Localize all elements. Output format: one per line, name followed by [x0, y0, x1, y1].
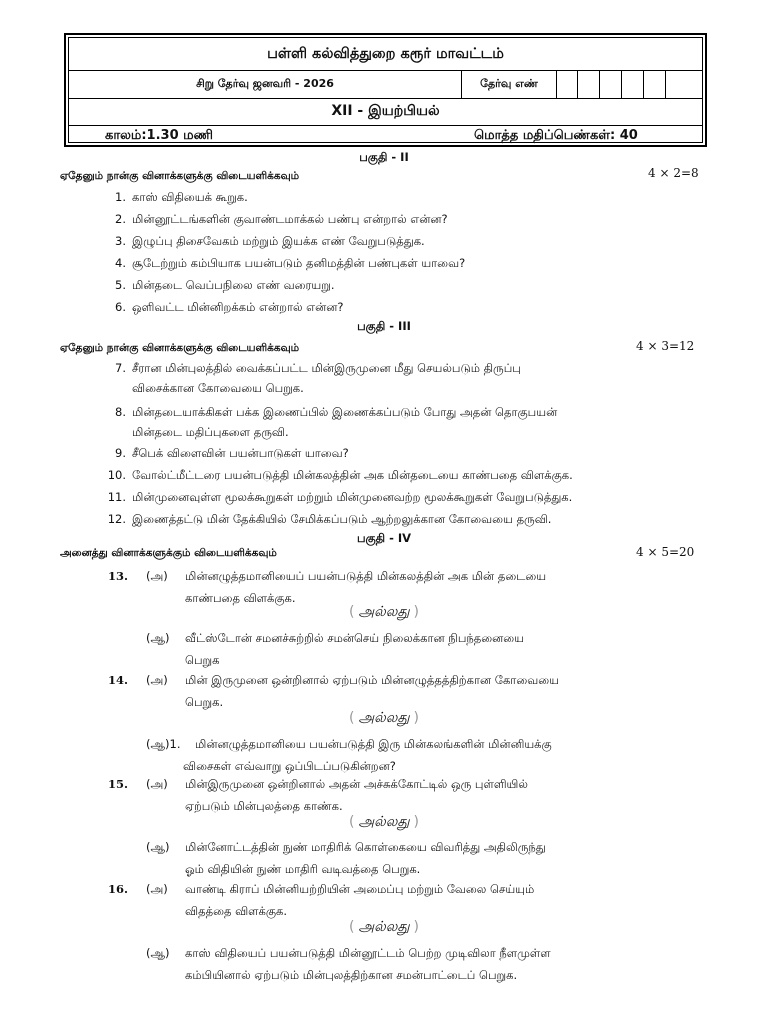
question-text-continued: காண்பதை விளக்குக.: [185, 591, 296, 605]
section-title: பகுதி - II: [359, 150, 409, 164]
question-text-continued: கம்பியினால் ஏற்படும் மின்புலத்திற்கான சமன்பாட்டைப் பெறுக.: [185, 968, 518, 982]
question-text: காஸ் விதியைப் பயன்படுத்தி மின்னூட்டம் பெற்ற முடிவிலா நீளமுள்ள: [185, 946, 551, 960]
section-marks: 4 × 3=12: [636, 339, 695, 353]
question-text: இணைத்தட்டு மின் தேக்கியில் சேமிக்கப்படும் ஆற்றலுக்கான கோவையை தருவி.: [132, 512, 552, 526]
question-text: ஒளிவட்ட மின்னிறக்கம் என்றால் என்ன?: [132, 300, 344, 314]
or-separator: ( அல்லது ): [349, 710, 419, 726]
register-digit-box: [556, 70, 578, 98]
question-number: 4.: [115, 256, 126, 270]
register-number-label: தேர்வு எண்: [462, 70, 557, 98]
sub-question-label: (ஆ)1.: [146, 737, 181, 751]
question-text: சூடேற்றும் கம்பியாக பயன்படும் தனிமத்தின் பண்புகள் யாவை?: [132, 256, 466, 270]
question-number: 1.: [115, 190, 126, 204]
question-text: மின்னோட்டத்தின் நுண் மாதிரிக் கொள்கையை விவரித்து அதிலிருந்து: [185, 840, 546, 854]
question-number: 10.: [107, 468, 126, 482]
question-text-continued: மின்தடை மதிப்புகளை தருவி.: [132, 425, 289, 439]
question-number: 14.: [108, 673, 129, 687]
sub-question-label: (அ): [146, 569, 168, 583]
question-number: 11.: [107, 490, 126, 504]
register-digit-box: [644, 70, 666, 98]
question-number: 12.: [107, 512, 126, 526]
question-text: இழுப்பு திசைவேகம் மற்றும் இயக்க எண் வேறுபடுத்துக.: [132, 234, 425, 248]
subject-title: XII - இயற்பியல்: [69, 98, 702, 126]
question-number: 13.: [108, 569, 129, 583]
question-text-continued: விசைகள் எவ்வாறு ஒப்பிடப்படுகின்றன?: [183, 759, 396, 773]
or-label: அல்லது: [358, 604, 410, 620]
question-text: மின்னழுத்தமானியைப் பயன்படுத்தி மின்கலத்தின் அக மின் தடையை: [185, 569, 547, 583]
question-text: மின்தடை வெப்பநிலை எண் வரையறு.: [132, 278, 335, 292]
question-text: வீட்ஸ்டோன் சமனச்சுற்றில் சமன்செய் நிலைக்கான நிபந்தனையை: [185, 631, 525, 645]
section-marks: 4 × 2=8: [648, 166, 699, 180]
question-text: மின்னழுத்தமானியை பயன்படுத்தி இரு மின்கலங்களின் மின்னியக்கு: [195, 737, 552, 751]
register-digit-box: [622, 70, 644, 98]
or-label: அல்லது: [358, 710, 410, 726]
register-digit-box: [666, 70, 687, 98]
question-text: காஸ் விதியைக் கூறுக.: [132, 190, 248, 204]
or-separator: ( அல்லது ): [349, 919, 419, 935]
exam-row: [69, 70, 702, 99]
or-label: அல்லது: [358, 919, 410, 935]
sub-question-label: (ஆ): [146, 631, 170, 645]
question-text-continued: பெறுக.: [185, 695, 224, 709]
header-box: [64, 33, 707, 147]
section-instruction: ஏதேனும் நான்கு வினாக்களுக்கு விடையளிக்கவும்: [60, 170, 300, 182]
section-instruction: ஏதேனும் நான்கு வினாக்களுக்கு விடையளிக்கவும்: [60, 342, 300, 354]
sub-question-label: (அ): [146, 673, 168, 687]
question-text: வோல்ட்மீட்டரை பயன்படுத்தி மின்கலத்தின் அக மின்தடையை காண்பதை விளக்குக.: [132, 468, 573, 482]
section-marks: 4 × 5=20: [636, 545, 695, 559]
question-number: 5.: [115, 278, 126, 292]
register-digit-box: [578, 70, 600, 98]
question-text: வாண்டி கிராப் மின்னியற்றியின் அமைப்பு மற்றும் வேலை செய்யும்: [185, 882, 535, 896]
question-number: 16.: [108, 882, 129, 896]
section-instruction: அனைத்து வினாக்களுக்கும் விடையளிக்கவும்: [60, 547, 277, 559]
question-text-continued: ஏற்படும் மின்புலத்தை காண்க.: [185, 799, 343, 813]
section-title: பகுதி - III: [357, 319, 411, 333]
question-number: 9.: [115, 446, 126, 460]
question-text: மின்இருமுனை ஒன்றினால் அதன் அச்சுக்கோட்டில் ஒரு புள்ளியில்: [185, 777, 528, 791]
question-text: மின்னூட்டங்களின் குவாண்டமாக்கல் பண்பு என்றால் என்ன?: [132, 212, 448, 226]
school-title: பள்ளி கல்வித்துறை கரூர் மாவட்டம்: [69, 38, 702, 71]
or-separator: ( அல்லது ): [349, 604, 419, 620]
question-text-continued: பெறுக: [185, 653, 220, 667]
sub-question-label: (அ): [146, 882, 168, 896]
total-marks: மொத்த மதிப்பெண்கள்: 40: [474, 128, 638, 143]
question-text: மின்தடையாக்கிகள் பக்க இணைப்பில் இணைக்கப்படும் போது அதன் தொகுபயன்: [132, 405, 558, 419]
time-label: காலம்:1.30 மணி: [105, 128, 213, 143]
question-number: 8.: [115, 405, 126, 419]
question-text: சீரான மின்புலத்தில் வைக்கப்பட்ட மின்இருமுனை மீது செயல்படும் திருப்பு: [132, 361, 521, 375]
section-title: பகுதி - IV: [356, 531, 412, 545]
question-text-continued: விதத்தை விளக்குக.: [185, 904, 288, 918]
question-number: 15.: [108, 777, 129, 791]
or-separator: ( அல்லது ): [349, 814, 419, 830]
question-text: மின் இருமுனை ஒன்றினால் ஏற்படும் மின்னழுத்தத்திற்கான கோவையை: [185, 673, 559, 687]
register-digit-box: [600, 70, 622, 98]
or-label: அல்லது: [358, 814, 410, 830]
sub-question-label: (ஆ): [146, 946, 170, 960]
exam-name: சிறு தேர்வு ஜனவரி - 2026: [69, 70, 462, 98]
sub-question-label: (அ): [146, 777, 168, 791]
question-text-continued: ஓம் விதியின் நுண் மாதிரி வடிவத்தை பெறுக.: [185, 862, 421, 876]
question-text-continued: விசைக்கான கோவையை பெறுக.: [132, 381, 304, 395]
time-marks-row: [69, 126, 702, 146]
sub-question-label: (ஆ): [146, 840, 170, 854]
question-text: சீபெக் விளைவின் பயன்பாடுகள் யாவை?: [132, 446, 349, 460]
question-number: 3.: [115, 234, 126, 248]
question-number: 7.: [115, 361, 126, 375]
question-number: 6.: [115, 300, 126, 314]
question-number: 2.: [115, 212, 126, 226]
question-text: மின்முனைவுள்ள மூலக்கூறுகள் மற்றும் மின்முனைவற்ற மூலக்கூறுகள் வேறுபடுத்துக.: [132, 490, 573, 504]
